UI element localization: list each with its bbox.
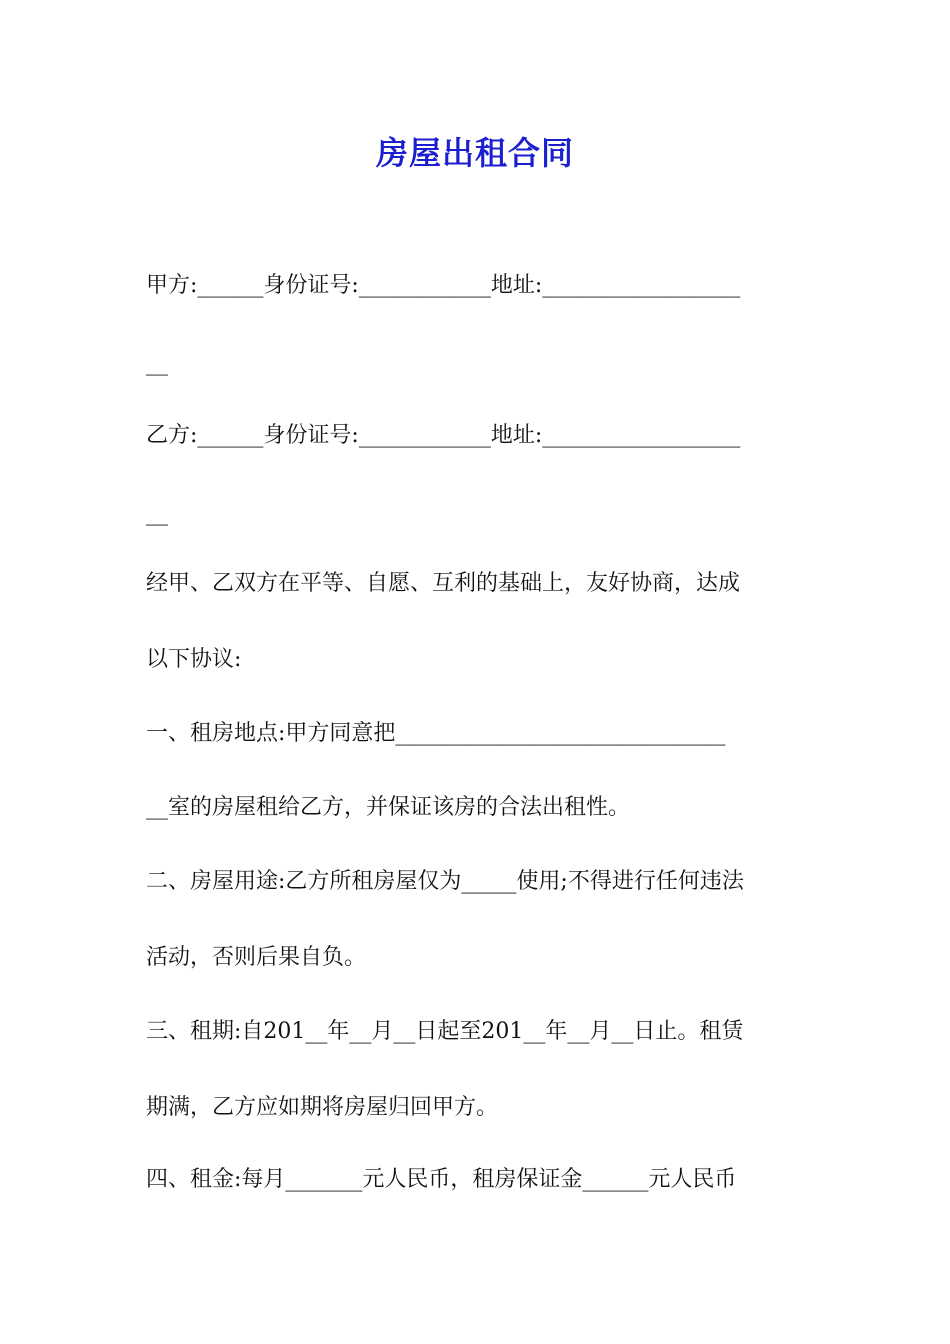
clause-1-line-1: 一、租房地点:甲方同意把______________________________	[146, 721, 726, 746]
clause-2-line-1: 二、房屋用途:乙方所租房屋仅为_____使用;不得进行任何违法	[146, 869, 744, 894]
document-title: 房屋出租合同	[375, 134, 574, 172]
party-a-line: 甲方:______身份证号:____________地址:__________________	[146, 273, 741, 298]
party-b-line: 乙方:______身份证号:____________地址:__________________	[146, 423, 741, 448]
party-a-line-cont: __	[146, 351, 168, 376]
clause-3-line-2: 期满，乙方应如期将房屋归回甲方。	[146, 1095, 499, 1120]
clause-4-line-1: 四、租金:每月_______元人民币，租房保证金______元人民币	[146, 1167, 737, 1192]
preamble-line-2: 以下协议:	[146, 647, 242, 672]
preamble-line-1: 经甲、乙双方在平等、自愿、互利的基础上，友好协商，达成	[146, 571, 741, 596]
clause-1-line-2: __室的房屋租给乙方，并保证该房的合法出租性。	[146, 795, 631, 820]
party-b-line-cont: __	[146, 501, 168, 526]
clause-3-line-1: 三、租期:自201__年__月__日起至201__年__月__日止。租赁	[146, 1019, 744, 1044]
clause-2-line-2: 活动，否则后果自负。	[146, 945, 367, 970]
